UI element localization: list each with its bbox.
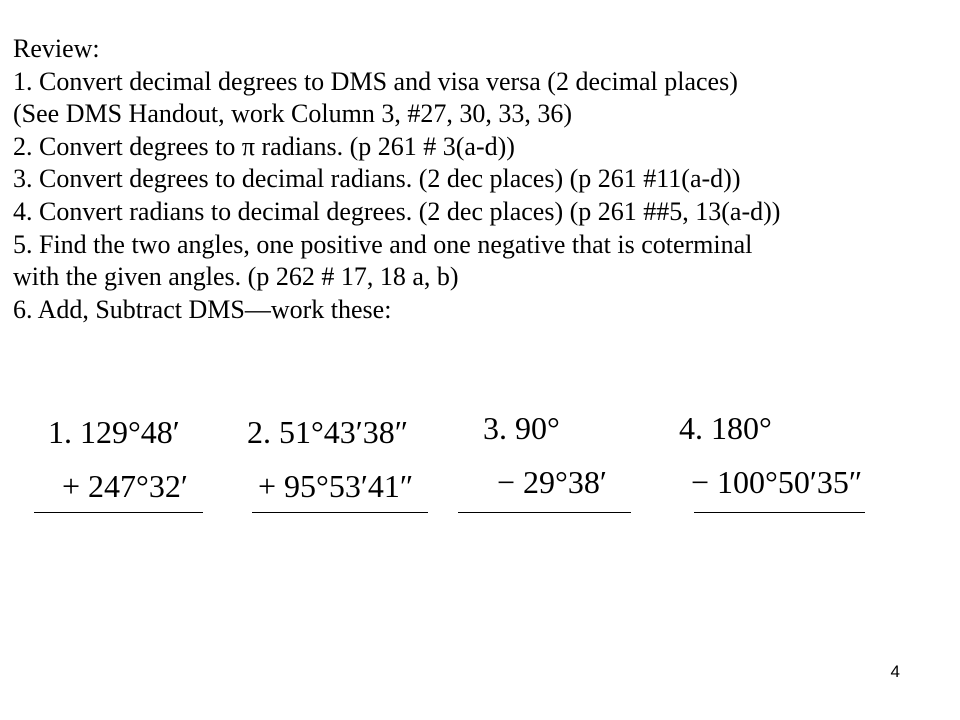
problem-1-answer-line	[34, 512, 203, 513]
problem-3-answer-line	[458, 512, 631, 513]
problem-2-answer-line	[252, 512, 428, 513]
problem-1-top: 1. 129°48′	[48, 414, 180, 450]
problem-1-bottom: + 247°32′	[62, 468, 188, 504]
page-number: 4	[890, 662, 900, 681]
review-line-2: (See DMS Handout, work Column 3, #27, 30, 33, 36)	[13, 99, 572, 129]
problem-4-bottom: − 100°50′35″	[691, 464, 863, 500]
review-line-1: 1. Convert decimal degrees to DMS and visa versa (2 decimal places)	[13, 66, 738, 96]
dms-problem-3	[483, 410, 643, 520]
problem-3-top: 3. 90°	[483, 410, 560, 446]
review-line-4: 3. Convert degrees to decimal radians. (2 dec places) (p 261 #11(a-d))	[13, 164, 741, 194]
review-line-7: with the given angles. (p 262 # 17, 18 a, b)	[13, 262, 459, 292]
problem-4-top: 4. 180°	[679, 410, 772, 446]
review-line-5: 4. Convert radians to decimal degrees. (2 dec places) (p 261 ##5, 13(a-d))	[13, 196, 781, 226]
problem-4-answer-line	[694, 512, 865, 513]
dms-problem-1	[48, 414, 228, 524]
review-line-8: 6. Add, Subtract DMS—work these:	[13, 294, 392, 324]
problem-2-bottom: + 95°53′41″	[258, 468, 414, 504]
problem-3-bottom: − 29°38′	[497, 464, 607, 500]
review-text-block	[13, 33, 960, 326]
review-line-3: 2. Convert degrees to π radians. (p 261 # 3(a-d))	[13, 131, 515, 161]
dms-problem-4	[679, 410, 889, 520]
review-heading: Review:	[13, 34, 100, 63]
dms-problem-2	[247, 414, 437, 524]
problem-2-top: 2. 51°43′38″	[247, 414, 409, 450]
review-line-6: 5. Find the two angles, one positive and one negative that is coterminal	[13, 229, 753, 259]
